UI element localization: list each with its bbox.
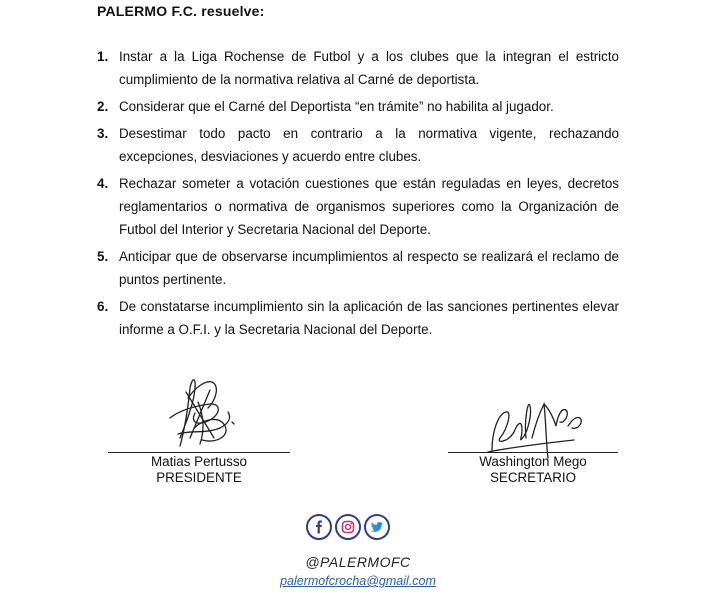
item-number: 2.: [97, 98, 109, 114]
item-text: Anticipar que de observarse incumplimientos al respecto se realizará el reclamo de puntos pertinente.: [119, 248, 619, 287]
twitter-icon[interactable]: [364, 514, 390, 540]
item-text: Desestimar todo pacto en contrario a la normativa vigente, rechazando excepciones, desviaciones y acuerdo entre clubes.: [119, 125, 619, 164]
social-handle: @PALERMOFC: [305, 554, 411, 570]
secretary-signature-line: [448, 452, 618, 453]
contact-email-link[interactable]: palermofcrocha@gmail.com: [280, 574, 436, 588]
resolution-item: [97, 45, 619, 91]
secretary-role: SECRETARIO: [489, 470, 577, 485]
secretary-name: Washington Mego: [479, 454, 587, 469]
instagram-icon[interactable]: [335, 514, 361, 540]
secretary-block: [448, 454, 618, 486]
resolution-item: [97, 245, 619, 291]
president-signature-line: [108, 452, 290, 453]
resolution-list: [97, 45, 619, 344]
item-number: 6.: [97, 298, 109, 314]
facebook-icon[interactable]: [306, 514, 332, 540]
item-number: 4.: [97, 175, 109, 191]
item-text: De constatarse incumplimiento sin la aplicación de las sanciones pertinentes elevar informe a O.F.I. y la Secretaria Nacional del Deporte.: [119, 298, 619, 337]
document-heading: PALERMO F.C. resuelve:: [97, 3, 265, 19]
president-block: [108, 454, 290, 486]
president-role: PRESIDENTE: [156, 470, 242, 485]
item-number: 5.: [97, 248, 109, 264]
president-signature: [150, 368, 250, 458]
item-text: Rechazar someter a votación cuestiones que están reguladas en leyes, decretos reglamentarios o normativa de organismos superiores como la Organización de Futbol del Interior y Secretaria Nacional del Deporte.: [119, 175, 619, 237]
president-name: Matias Pertusso: [150, 454, 247, 469]
item-number: 1.: [97, 49, 109, 64]
resolution-item: [97, 95, 619, 118]
resolution-item: [97, 122, 619, 168]
resolution-item: [97, 172, 619, 242]
item-number: 3.: [97, 125, 109, 141]
item-text: Considerar que el Carné del Deportista “en trámite” no habilita al jugador.: [119, 98, 554, 114]
item-text: Instar a la Liga Rochense de Futbol y a los clubes que la integran el estricto cumplimiento de la normativa relativa al Carné de deportista.: [119, 49, 619, 88]
social-icons: [306, 514, 390, 540]
resolution-item: [97, 295, 619, 341]
